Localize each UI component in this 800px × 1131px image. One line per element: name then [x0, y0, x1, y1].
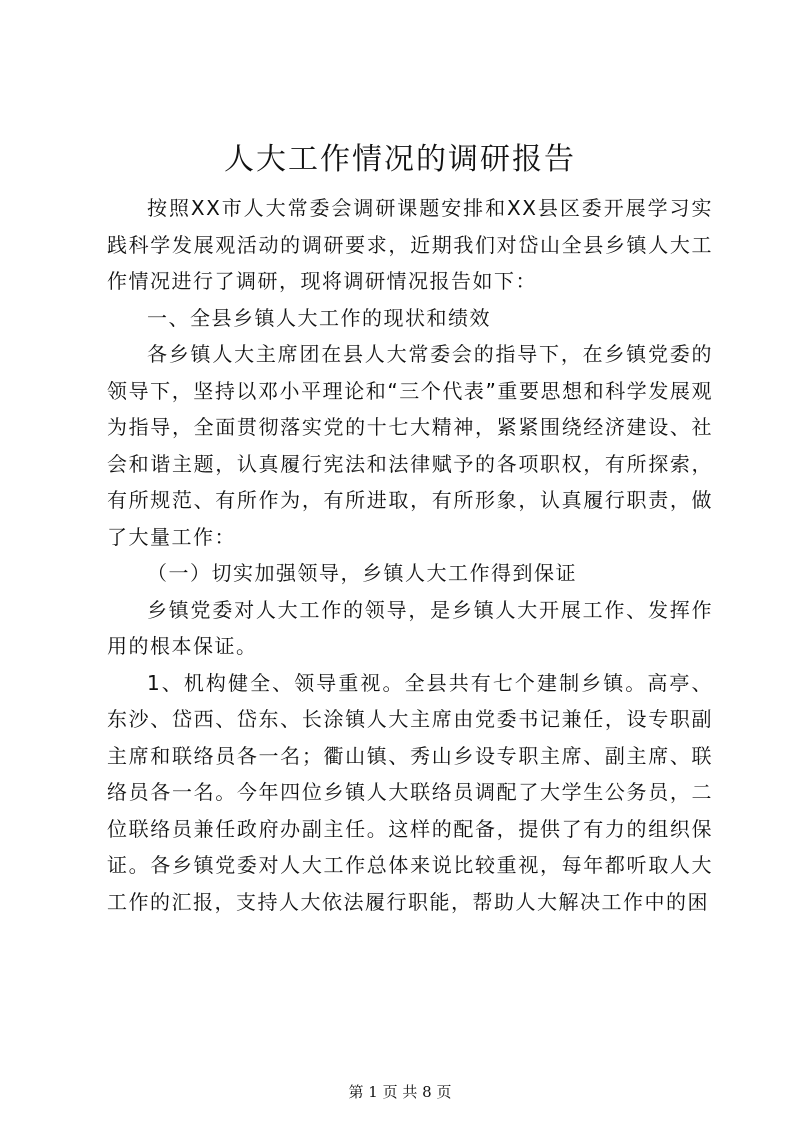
body-paragraph: 1、机构健全、领导重视。全县共有七个建制乡镇。高亭、东沙、岱西、岱东、长涂镇人大主席由党委书记兼任，设专职副主席和联络员各一名；衢山镇、秀山乡设专职主席、副主席、联络员各一名。今年四位乡镇人大联络员调配了大学生公务员，二位联络员兼任政府办副主任。这样的配备，提供了有力的组织保证。各乡镇党委对人大工作总体来说比较重视，每年都听取人大工作的汇报，支持人大依法履行职能，帮助人大解决工作中的困: [107, 670, 713, 914]
intro-paragraph: 按照XX市人大常委会调研课题安排和XX县区委开展学习实践科学发展观活动的调研要求，近期我们对岱山全县乡镇人大工作情况进行了调研，现将调研情况报告如下：: [107, 196, 713, 293]
subsection-heading-1: （一）切实加强领导，乡镇人大工作得到保证: [147, 561, 577, 585]
body-paragraph: 各乡镇人大主席团在县人大常委会的指导下，在乡镇党委的领导下，坚持以邓小平理论和“三个代表”重要思想和科学发展观为指导，全面贯彻落实党的十七大精神，紧紧围绕经济建设、社会和谐主题，认真履行宪法和法律赋予的各项职权，有所探索，有所规范、有所作为，有所进取，有所形象，认真履行职责，做了大量工作：: [107, 342, 713, 549]
body-paragraph: 乡镇党委对人大工作的领导，是乡镇人大开展工作、发挥作用的根本保证。: [107, 597, 713, 658]
page-number-footer: 第 1 页 共 8 页: [348, 1083, 452, 1101]
document-title: 人大工作情况的调研报告: [224, 142, 576, 177]
document-body: [107, 190, 713, 920]
section-heading-1: 一、全县乡镇人大工作的现状和绩效: [147, 305, 491, 330]
